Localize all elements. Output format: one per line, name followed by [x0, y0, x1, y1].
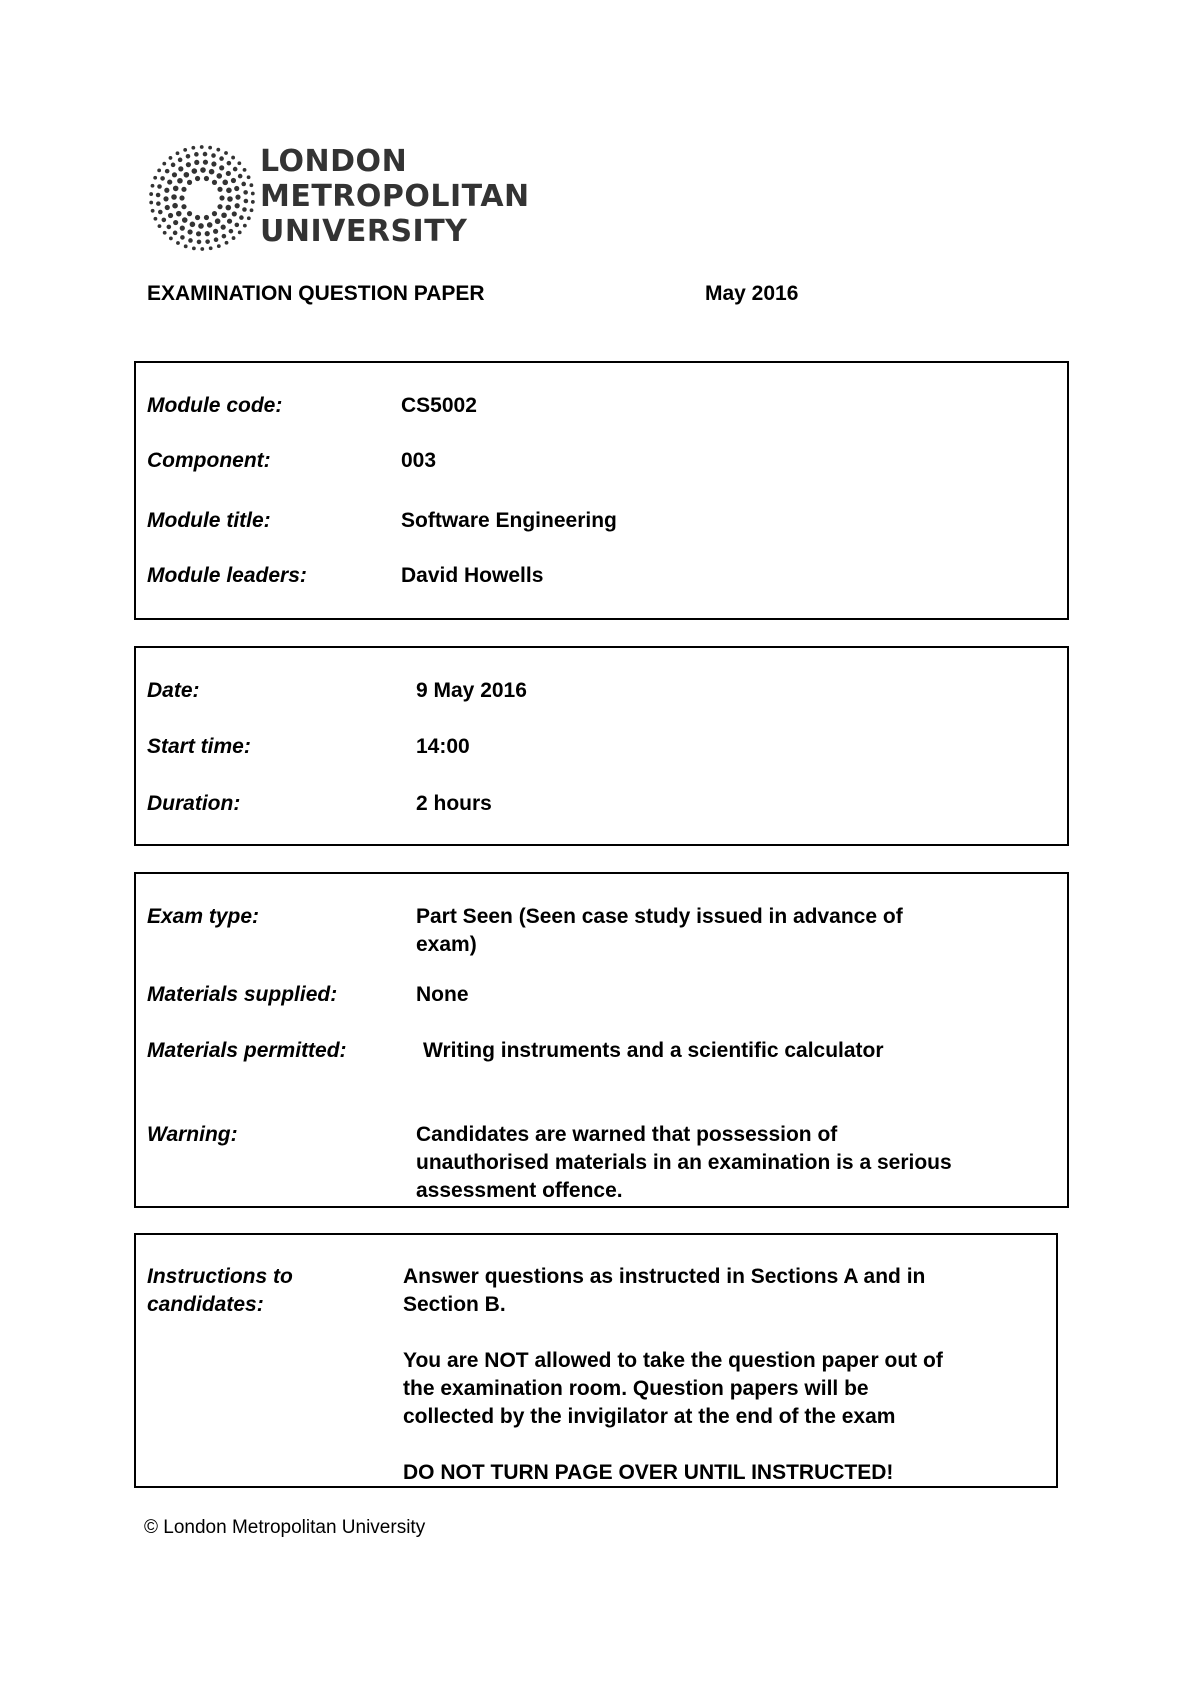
warning-label: Warning:: [147, 1123, 238, 1146]
module-code-label: Module code:: [147, 394, 283, 417]
date-value: 9 May 2016: [416, 679, 527, 702]
instructions-label-line-1: Instructions to: [147, 1265, 293, 1288]
paper-title: EXAMINATION QUESTION PAPER: [147, 282, 485, 305]
start-time-label: Start time:: [147, 735, 251, 758]
component-value: 003: [401, 449, 437, 472]
instructions-para2-line-1: You are NOT allowed to take the question paper out of: [403, 1349, 943, 1372]
component-label: Component:: [147, 449, 271, 472]
university-logo: [146, 142, 566, 254]
warning-line-2: unauthorised materials in an examination is a serious: [416, 1151, 952, 1174]
module-leaders-value: David Howells: [401, 564, 544, 587]
warning-line-3: assessment offence.: [416, 1179, 623, 1202]
copyright-notice: © London Metropolitan University: [144, 1517, 426, 1538]
materials-permitted-label: Materials permitted:: [147, 1039, 347, 1062]
logo-wordmark: [260, 144, 530, 249]
materials-supplied-value: None: [416, 983, 469, 1006]
logo-line-1: LONDON: [260, 144, 408, 179]
instructions-label-line-2: candidates:: [147, 1293, 264, 1316]
schedule-box: [134, 646, 1069, 846]
module-title-value: Software Engineering: [401, 509, 617, 532]
instructions-para1-line-2: Section B.: [403, 1293, 506, 1316]
date-label: Date:: [147, 679, 200, 702]
instructions-para1-line-1: Answer questions as instructed in Sections A and in: [403, 1265, 926, 1288]
logo-line-3: UNIVERSITY: [260, 214, 468, 249]
instructions-final-warning: DO NOT TURN PAGE OVER UNTIL INSTRUCTED!: [403, 1461, 894, 1484]
logo-line-2: METROPOLITAN: [260, 179, 530, 214]
exam-type-value-line-2: exam): [416, 933, 477, 956]
exam-type-value-line-1: Part Seen (Seen case study issued in advance of: [416, 905, 903, 928]
paper-date: May 2016: [705, 282, 799, 305]
materials-supplied-label: Materials supplied:: [147, 983, 338, 1006]
module-title-label: Module title:: [147, 509, 271, 532]
module-leaders-label: Module leaders:: [147, 564, 307, 587]
module-code-value: CS5002: [401, 394, 477, 417]
warning-line-1: Candidates are warned that possession of: [416, 1123, 838, 1146]
exam-type-label: Exam type:: [147, 905, 260, 928]
duration-value: 2 hours: [416, 792, 492, 815]
start-time-value: 14:00: [416, 735, 470, 758]
materials-permitted-value: Writing instruments and a scientific calculator: [423, 1039, 884, 1062]
dot-ring-logo-icon: [146, 142, 258, 254]
instructions-para2-line-2: the examination room. Question papers will be: [403, 1377, 869, 1400]
duration-label: Duration:: [147, 792, 241, 815]
instructions-para2-line-3: collected by the invigilator at the end of the exam: [403, 1405, 896, 1428]
